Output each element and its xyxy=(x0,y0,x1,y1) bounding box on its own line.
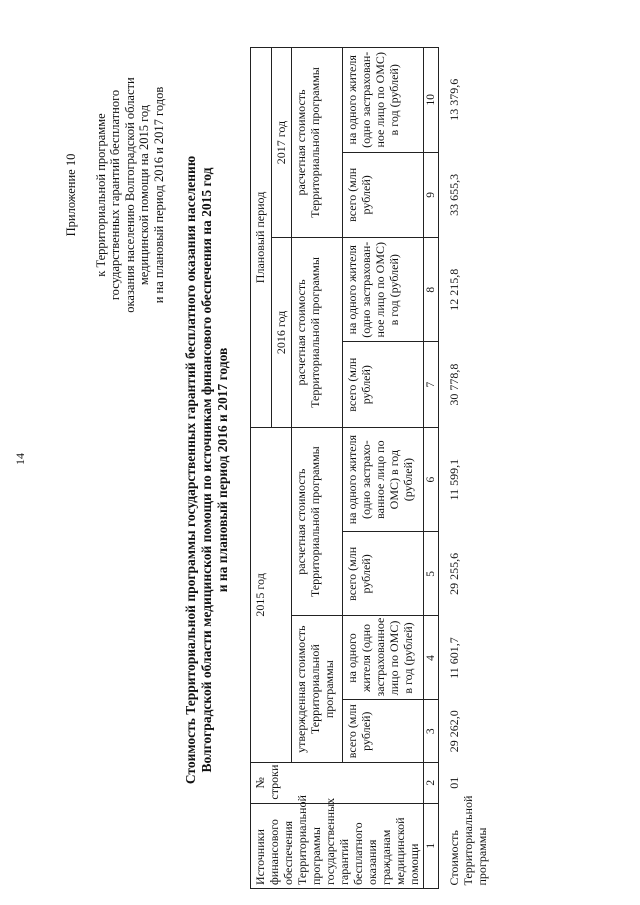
row-value: 13 379,6 xyxy=(447,78,461,121)
column-number: 1 xyxy=(424,803,439,888)
row-value: 11 601,7 xyxy=(447,637,461,679)
column-number: 9 xyxy=(424,152,439,237)
header-total-mln: всего (млн рублей) xyxy=(342,152,423,237)
row-value: 29 262,0 xyxy=(447,710,461,753)
appendix-line: к Территориальной программе xyxy=(93,113,108,277)
header-per-insured: на одного жителя (одно застрахо-ванное лицо по ОМС) в год (рублей) xyxy=(342,427,423,531)
row-value: 29 255,6 xyxy=(447,552,461,595)
heading-line: Волгоградской области медицинской помощи по источникам финансового обеспечения на 2015 год xyxy=(199,167,214,773)
heading-line: Стоимость Территориальной программы государственных гарантий бесплатного оказания населению xyxy=(183,155,198,785)
cost-table xyxy=(250,47,491,889)
row-value: 33 655,3 xyxy=(447,173,461,216)
column-number: 5 xyxy=(424,532,439,616)
appendix-block xyxy=(64,45,166,345)
header-total-mln: всего (млн рублей) xyxy=(342,700,423,762)
appendix-line: медицинской помощи на 2015 год xyxy=(137,104,151,286)
column-number: 6 xyxy=(424,427,439,531)
column-number: 7 xyxy=(424,342,439,427)
appendix-title: Приложение 10 xyxy=(64,153,78,237)
row-value: 30 778,8 xyxy=(447,363,461,406)
appendix-line: государственных гарантий бесплатного xyxy=(108,89,122,301)
header-year-2016: 2016 год xyxy=(271,238,292,428)
heading-line: и на плановый период 2016 и 2017 годов xyxy=(215,347,230,593)
header-funding-source: Источники финансового обеспечения Территориальной программы государственных гарантий бесплатного оказания гражданам медицинской помощи xyxy=(251,803,424,888)
row-line-number: 01 xyxy=(447,776,461,789)
page-number: 14 xyxy=(13,453,27,465)
header-per-insured: на одного жителя (одно застрахован-ное лицо по ОМС) в год (рублей) xyxy=(342,238,423,342)
header-total-mln: всего (млн рублей) xyxy=(342,532,423,616)
column-number: 3 xyxy=(424,700,439,762)
row-value: 11 599,1 xyxy=(447,458,461,501)
header-total-mln: всего (млн рублей) xyxy=(342,342,423,427)
header-year-2017: 2017 год xyxy=(271,48,292,238)
table-row xyxy=(439,48,492,889)
header-planned-period: Плановый период xyxy=(251,48,272,428)
column-number: 10 xyxy=(424,48,439,153)
column-number: 4 xyxy=(424,616,439,700)
row-label: Стоимость Территориальной программы xyxy=(447,795,489,886)
header-per-insured: на одного жителя (одно застрахован-ное лицо по ОМС) в год (рублей) xyxy=(342,48,423,153)
document-heading xyxy=(183,70,231,870)
header-approved-cost: утвержденная стоимость Территориальной программы xyxy=(292,616,343,762)
header-line-number: № строки xyxy=(251,762,424,803)
row-value: 12 215,8 xyxy=(447,268,461,311)
header-estimated-cost-2015: расчетная стоимость Территориальной программы xyxy=(292,427,343,616)
header-per-insured: на одного жителя (одно застрахованное лицо по ОМС) в год (рублей) xyxy=(342,616,423,700)
column-number: 2 xyxy=(424,762,439,803)
header-year-2015: 2015 год xyxy=(251,427,292,762)
appendix-line: оказания населению Волгоградской области xyxy=(122,77,137,313)
appendix-line: и на плановый период 2016 и 2017 годов xyxy=(151,86,166,304)
column-number: 8 xyxy=(424,238,439,342)
header-estimated-cost-2016: расчетная стоимость Территориальной программы xyxy=(292,238,343,428)
header-estimated-cost-2017: расчетная стоимость Территориальной программы xyxy=(292,48,343,238)
